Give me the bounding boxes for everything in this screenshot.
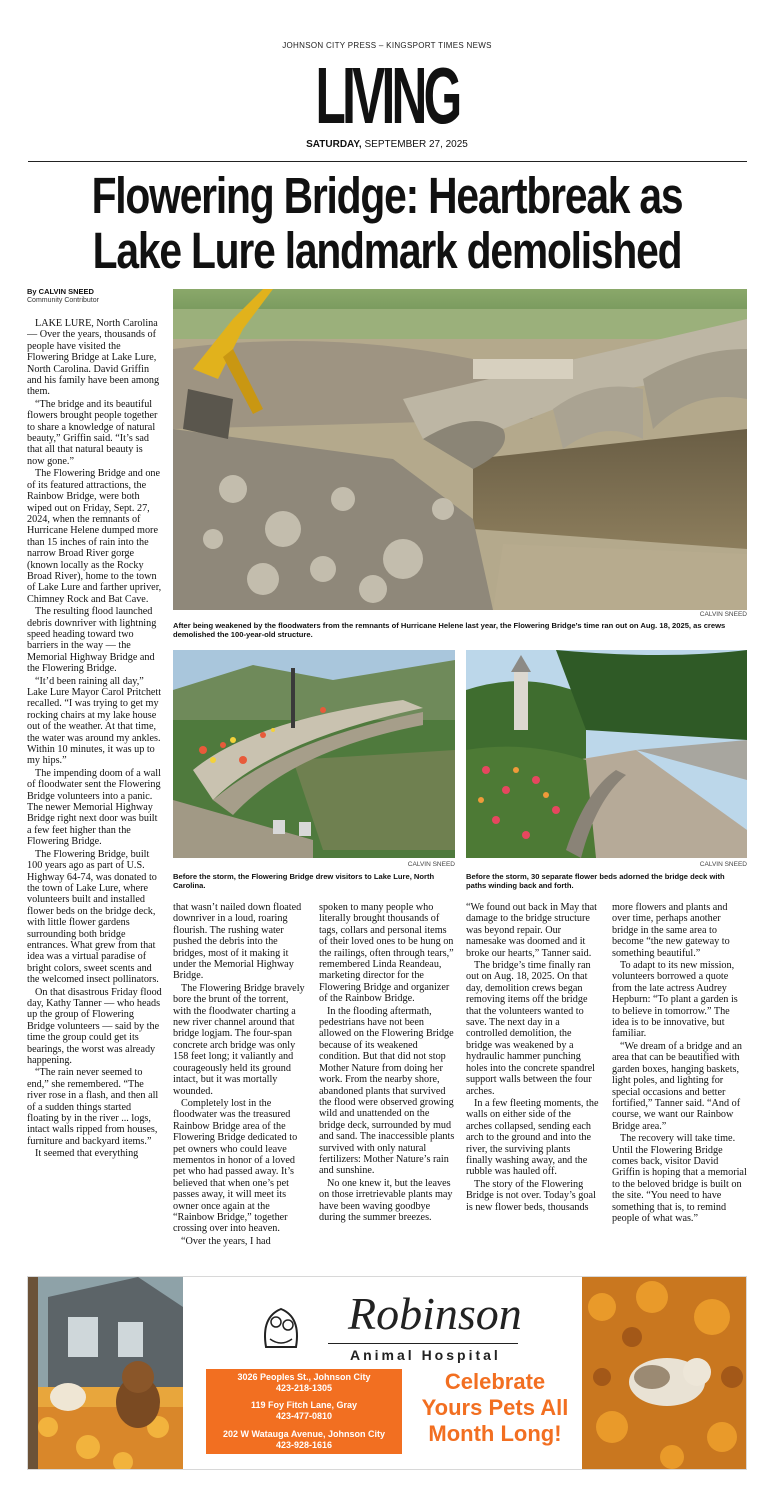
left-photo-credit: CALVIN SNEED [407,861,455,868]
headline [0,168,774,278]
article-column-5 [612,902,747,1268]
main-photo-demolition [173,289,747,610]
article-paragraph: “We dream of a bridge and an area that can be beautified with garden boxes, hanging baskets, light poles, and lighting for special occasions and better fortified,” Tanner said. “And of course, we want our Rainbow Bridge area.” [612,1040,742,1132]
date-day: SATURDAY, [306,139,362,150]
bridge-before-image [173,650,455,858]
advertisement-robinson-animal-hospital[interactable] [27,1276,747,1470]
article-paragraph: spoken to many people who literally brought thousands of tags, collars and personal items of their loved ones to be hung on the railings, often through tears,” remembered Linda Reandeau, marketing director for the Flowering Bridge and organizer of the Rainbow Bridge. [319,902,454,1005]
article-column-1 [27,318,162,1268]
ad-address-3[interactable] [206,1426,402,1454]
ad-slogan-line-3: Month Long! [428,1421,562,1446]
ad-address-2-street: 119 Foy Fitch Lane, Gray [250,1400,358,1410]
article-paragraph: The impending doom of a wall of floodwater sent the Flowering Bridge volunteers into a panic. The newer Memorial Highway Bridge right next door was built a few feet higher than the Flowering Bridge. [27,767,161,848]
ad-address-2[interactable] [206,1397,402,1426]
article-paragraph: The resulting flood launched debris downriver with lightning speed heading toward two barriers in the way — the Memorial Highway Bridge and the Flowering Bridge. [27,606,157,675]
ad-photo-cat [582,1277,747,1470]
photo-flower-beds [466,650,747,858]
photo-bridge-before [173,650,455,858]
article-paragraph: It seemed that everything [35,1148,139,1160]
ad-address-2-phone: 423-477-0810 [275,1411,333,1421]
ad-logo-rule [328,1343,518,1344]
article-paragraph: The recovery will take time. Until the Flowering Bridge comes back, visitor David Griffin is hoping that a memorial to the beloved bridge is built on the site. “You need to have something that is, to remind people of what was.” [612,1133,747,1224]
article-paragraph: To adapt to its new mission, volunteers borrowed a quote from the late actress Audrey Hepburn: “To plant a garden is to believe in tomorrow.” The idea is to be innovative, but familiar. [612,960,738,1040]
article-column-3 [319,902,455,1268]
article-paragraph: The story of the Flowering Bridge is not over. Today’s goal is new flower beds, thousands [466,1178,596,1213]
article-column-4 [466,902,599,1268]
main-photo-credit: CALVIN SNEED [699,611,747,618]
article-paragraph: more flowers and plants and over time, perhaps another bridge in the same area to become “the new gateway to something beautiful.” [612,902,730,959]
article-column-2 [173,902,309,1268]
ad-slogan [410,1369,580,1447]
article-paragraph: LAKE LURE, North Carolina — Over the years, thousands of people have visited the Flowering Bridge at Lake Lure, North Carolina. David Griffin and his family have been among them. [27,318,160,398]
article-paragraph: “Over the years, I had [181,1235,271,1247]
demolition-image [173,289,747,610]
ad-brand-name: Robinson [348,1288,522,1339]
ad-address-1-street: 3026 Peoples St., Johnson City [237,1372,371,1382]
ad-address-1[interactable] [206,1369,402,1397]
byline-role: Community Contributor [27,297,99,304]
main-photo-caption: After being weakened by the floodwaters from the remnants of Hurricane Helene last year, the Flowering Bridge’s time ran out on Aug. 18, 2025, as crews demolished the 100-year-old structure. [173,621,726,640]
article-paragraph: “The bridge and its beautiful flowers brought people together to share a knowledge of natural beauty,” Griffin said. “It’s sad that all that natural beauty is now gone.” [27,398,158,467]
ad-brand-sub: Animal Hospital [350,1347,501,1363]
ad-address-1-phone: 423-218-1305 [275,1383,333,1393]
publication-date [0,139,774,150]
article-paragraph: “We found out back in May that damage to the bridge structure was beyond repair. Our namesake was doomed and it broke our hearts,” Tanner said. [466,902,598,959]
article-paragraph: The Flowering Bridge, built 100 years ago as part of U.S. Highway 64-74, was donated to the town of Lake Lure, where volunteers built and installed flower beds on the bridge deck, with little flower gardens surrounding both bridge entrances. What grew from that idea was a virtual paradise of bright colors, sweet scents and the welcomed insect pollinators. [27,848,159,986]
article-paragraph: “It’d been raining all day,” Lake Lure Mayor Carol Pritchett recalled. “I was trying to get my rocking chairs at my lake house out of the weather. At that time, the water was around my ankles. Within 10 minutes, it was up to my hips.” [27,675,162,767]
headline-line-1: Flowering Bridge: Heartbreak as [91,167,683,224]
ad-logo-pets-icon [256,1297,306,1357]
masthead-papers: JOHNSON CITY PRESS – KINGSPORT TIMES NEWS [282,41,492,50]
section-title: LIVING [315,51,459,140]
article-paragraph: On that disastrous Friday flood day, Kathy Tanner — who heads up the group of Flowering Bridge volunteers — said by the time the group could get its bearings, the worst was already happening. [27,986,162,1066]
article-paragraph: “The rain never seemed to end,” she remembered. “The river rose in a flash, and then all of a sudden things started floating by in the river ... logs, intact walls ripped from houses, furniture and backyard items.” [27,1067,159,1147]
article-paragraph: The Flowering Bridge and one of its featured attractions, the Rainbow Bridge, were both wiped out on Friday, Sept. 27, 2024, when the remnants of Hurricane Helene dumped more than 15 inches of rain into the narrow Broad River gorge (known locally as the Rocky Broad River), home to the town of Lake Lure and farther upriver, Chimney Rock and Bat Cave. [27,468,162,605]
ad-photo-dog [28,1277,183,1470]
ad-address-3-phone: 423-928-1616 [275,1440,333,1450]
date-text: SEPTEMBER 27, 2025 [361,139,468,150]
right-photo-caption: Before the storm, 30 separate flower beds adorned the bridge deck with paths winding back and forth. [466,872,725,891]
article-paragraph: The bridge’s time finally ran out on Aug. 18, 2025. On that day, demolition crews began removing items off the bridge that the volunteers wanted to save. The next day in a controlled demolition, the bridge was weakened by a hydraulic hammer punching holes into the concrete spandrel support walls between the four arches. [466,960,595,1097]
ad-slogan-line-2: Yours Pets All [421,1395,569,1420]
ad-slogan-line-1: Celebrate [444,1369,546,1394]
left-photo-caption: Before the storm, the Flowering Bridge drew visitors to Lake Lure, North Carolina. [173,872,435,891]
right-photo-credit: CALVIN SNEED [699,861,747,868]
article-paragraph: The Flowering Bridge bravely bore the brunt of the torrent, with the floodwater charting a new river channel around that bridge logjam. The four-span concrete arch bridge was only 158 feet long; it valiantly and courageously held its ground intact, but it was mortally wounded. [173,982,305,1097]
flower-beds-image [466,650,747,858]
byline: By CALVIN SNEED [27,287,94,296]
article-paragraph: In the flooding aftermath, pedestrians have not been allowed on the Flowering Bridge because of its weakened condition. But that did not stop Mother Nature from doing her work. From the nearby shore, abandoned plants that survived the flood were observed growing wild and unattended on the bridge deck, surrounded by mud and sand. The inaccessible plants survived with only natural fertilizers: Mother Nature’s rain and sunshine. [319,1005,455,1177]
article-paragraph: No one knew it, but the leaves on those irretrievable plants may have been waving goodbye during the summer breezes. [319,1177,453,1223]
masthead-rule [28,161,747,162]
ad-address-3-street: 202 W Watauga Avenue, Johnson City [222,1429,386,1439]
article-paragraph: that wasn’t nailed down floated downriver in a loud, roaring flourish. The rushing water pushed the debris into the bridges, most of it making it under the Memorial Highway Bridge. [173,902,302,982]
article-paragraph: In a few fleeting moments, the walls on either side of the arches collapsed, sending each arch to the ground and into the river, the surviving plants finally washing away, and the rubble was hauled off. [466,1097,599,1178]
headline-line-2: Lake Lure landmark demolished [92,222,682,279]
article-paragraph: Completely lost in the floodwater was the treasured Rainbow Bridge area of the Flowering Bridge dedicated to pet owners who could leave mementos in honor of a loved pet who had passed away. It’s believed that when one’s pet passes away, it will meet its owner once again at the “Rainbow Bridge,” together crossing over into heaven. [173,1097,298,1235]
